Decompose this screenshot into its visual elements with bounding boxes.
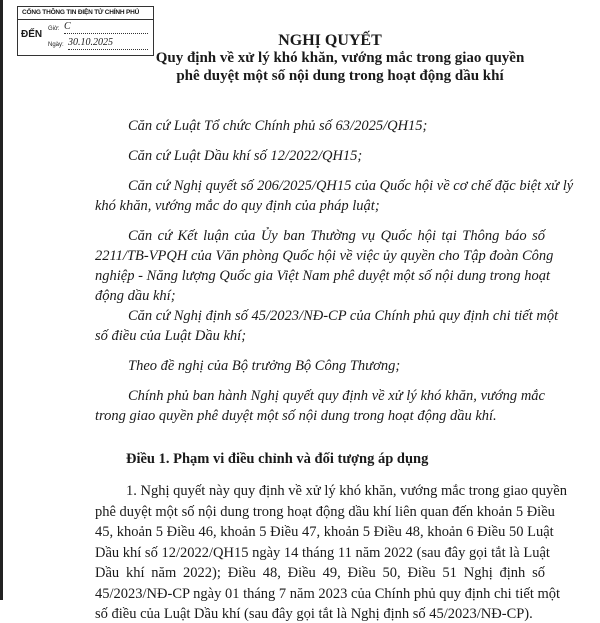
clause-line: Dầu khí số 12/2022/QH15 ngày 14 tháng 11 năm 2022 (sau đây gọi tắt là Luật xyxy=(95,544,550,561)
clause-line: 45/2023/NĐ-CP ngày 01 tháng 7 năm 2023 của Chính phủ quy định chi tiết một xyxy=(95,585,561,602)
document-title: NGHỊ QUYẾT xyxy=(278,32,382,49)
clause-line: Dầu khí năm 2022); Điều 48, Điều 49, Điều 50, Điều 51 Nghị định số xyxy=(95,565,545,581)
article-1-heading: Điều 1. Phạm vi điều chỉnh và đối tượng áp dụng xyxy=(126,451,429,467)
preamble-line: Căn cứ Kết luận của Ủy ban Thường vụ Quốc hội tại Thông báo số xyxy=(128,228,545,244)
stamp-ngay-label: Ngày: xyxy=(48,42,64,48)
preamble-line: Căn cứ Nghị quyết số 206/2025/QH15 của Quốc hội về cơ chế đặc biệt xử lý xyxy=(128,178,574,194)
preamble-line: Theo đề nghị của Bộ trưởng Bộ Công Thương; xyxy=(128,358,401,374)
stamp-divider xyxy=(18,19,153,20)
stamp-gio-value: C xyxy=(64,21,148,34)
preamble-line: Căn cứ Luật Dầu khí số 12/2022/QH15; xyxy=(128,148,363,164)
preamble-line: 2211/TB-VPQH của Văn phòng Quốc hội về việc ủy quyền cho Tập đoàn Công xyxy=(95,248,554,264)
stamp-ngay-value: 30.10.2025 xyxy=(68,37,148,50)
stamp-den: ĐẾN xyxy=(21,29,43,40)
preamble-line: trong giao quyền phê duyệt một số nội dung trong hoạt động dầu khí. xyxy=(95,408,497,424)
preamble-line: Căn cứ Nghị định số 45/2023/NĐ-CP của Chính phủ quy định chi tiết một xyxy=(128,308,559,324)
preamble-line: Căn cứ Luật Tổ chức Chính phủ số 63/2025/QH15; xyxy=(128,118,428,134)
scan-edge xyxy=(0,0,3,600)
stamp-org: CỔNG THÔNG TIN ĐIỆN TỬ CHÍNH PHỦ xyxy=(22,9,140,16)
document-subtitle-line: phê duyệt một số nội dung trong hoạt động dầu khí xyxy=(176,68,504,84)
clause-line: số điều của Luật Dầu khí (sau đây gọi tắt là Nghị định số 45/2023/NĐ-CP). xyxy=(95,606,533,622)
clause-line: 1. Nghị quyết này quy định về xử lý khó khăn, vướng mắc trong giao quyền xyxy=(126,483,567,499)
preamble-line: nghiệp - Năng lượng Quốc gia Việt Nam phê duyệt một số nội dung trong hoạt xyxy=(95,268,551,284)
document-subtitle-line: Quy định về xử lý khó khăn, vướng mắc trong giao quyền xyxy=(155,50,525,66)
clause-line: 45, khoản 5 Điều 46, khoản 5 Điều 47, khoản 5 Điều 48, khoản 6 Điều 50 Luật xyxy=(95,524,554,540)
preamble-line: số điều của Luật Dầu khí; xyxy=(95,328,247,344)
preamble-line: khó khăn, vướng mắc do quy định của pháp luật; xyxy=(95,198,380,214)
stamp-gio-label: Giờ: xyxy=(48,26,60,32)
preamble-line: động dầu khí; xyxy=(95,288,176,304)
preamble-line: Chính phủ ban hành Nghị quyết quy định về xử lý khó khăn, vướng mắc xyxy=(128,388,545,404)
clause-line: phê duyệt một số nội dung trong hoạt động dầu khí liên quan đến khoản 5 Điều xyxy=(95,503,555,520)
